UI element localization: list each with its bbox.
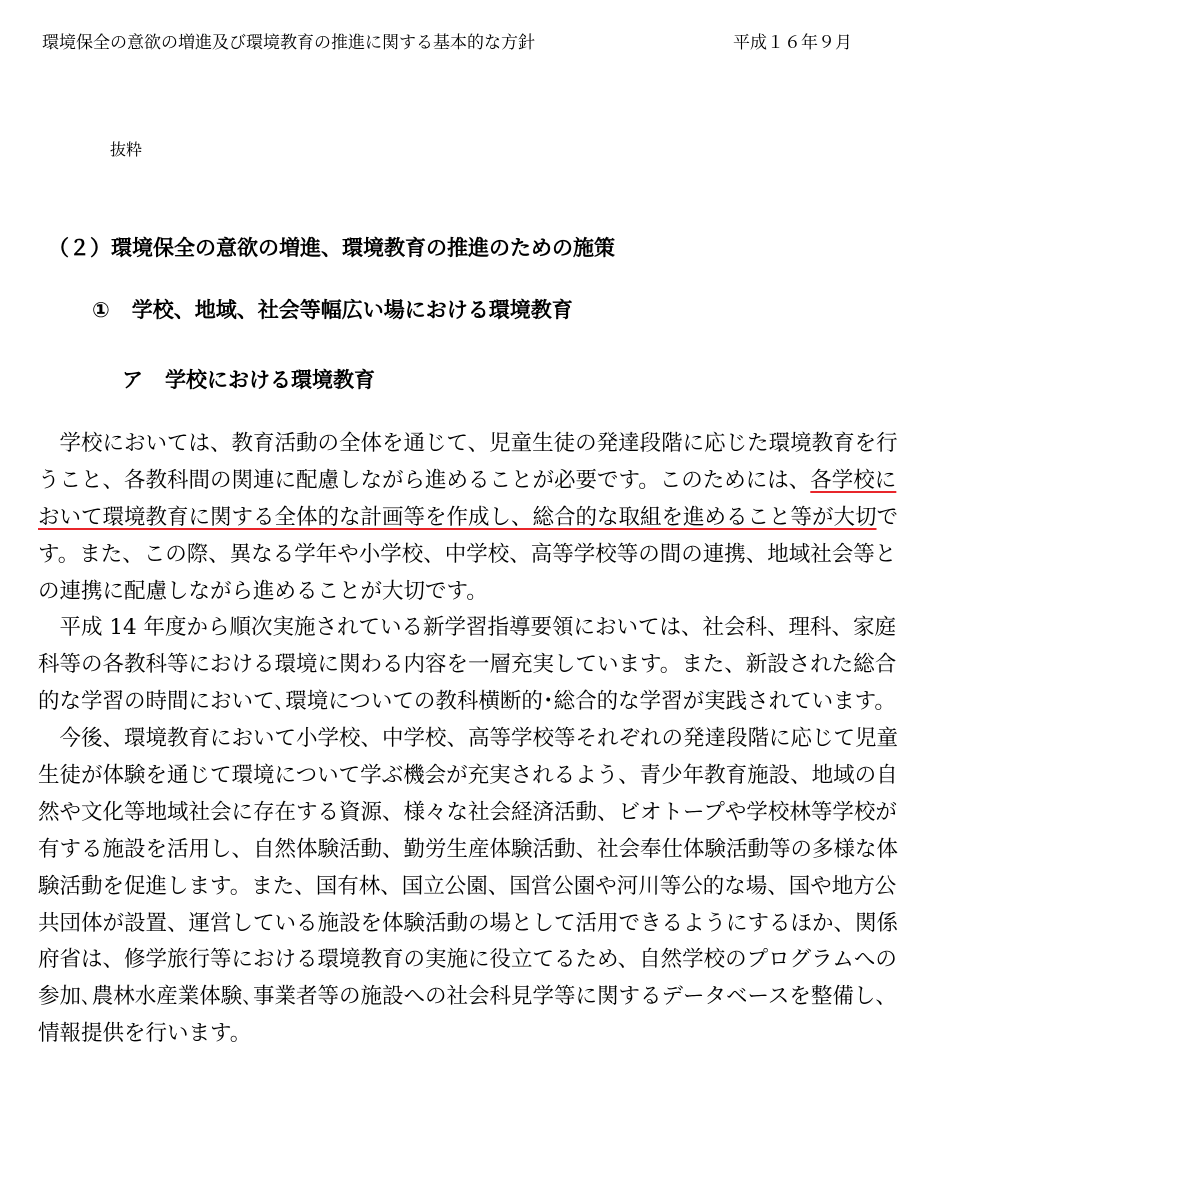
document-title: 環境保全の意欲の増進及び環境教育の推進に関する基本的な方針 [42,33,535,53]
subsection-heading [92,294,573,324]
subsection-title: 学校、地域、社会等幅広い場における環境教育 [131,298,573,322]
body-line: 科等の各教科等における環境に関わる内容を一層充実しています。また、新設された総合 [38,652,897,678]
body-text [38,426,1148,1053]
body-line: 平成 14 年度から順次実施されている新学習指導要領においては、社会科、理科、家庭 [38,615,897,641]
body-line: 生徒が体験を通じて環境について学ぶ機会が充実されるよう、青少年教育施設、地域の自 [38,763,898,789]
body-text-segment: で [876,504,899,530]
body-line: 府省は、修学旅行等における環境教育の実施に役立てるため、自然学校のプログラムへの [38,947,897,973]
underlined-text: おいて環境教育に関する全体的な計画等を作成し、総合的な取組を進めること等が大切 [38,504,877,530]
body-line: す。また、この際、異なる学年や小学校、中学校、高等学校等の間の連携、地域社会等と [38,541,897,567]
underlined-text: 各学校に [810,467,897,493]
body-line: 験活動を促進します。また、国有林、国立公園、国営公園や河川等公的な場、国や地方公 [38,873,897,899]
body-line [38,463,1148,500]
body-line [38,500,1148,537]
body-line: 有する施設を活用し、自然体験活動、勤労生産体験活動、社会奉仕体験活動等の多様な体 [38,836,899,862]
body-text-segment: うこと、各教科間の関連に配慮しながら進めることが必要です。このためには、 [38,467,811,493]
body-line: の連携に配慮しながら進めることが大切です。 [38,578,488,604]
subsubsection-number: ア [122,368,143,392]
body-line: 今後、環境教育において小学校、中学校、高等学校等それぞれの発達段階に応じて児童 [38,726,899,752]
subsection-number: ① [92,298,110,322]
excerpt-label: 抜粋 [110,140,143,159]
subsubsection-title: 学校における環境教育 [165,368,375,392]
subsubsection-heading [122,364,375,394]
body-line: 情報提供を行います。 [38,1021,252,1047]
body-line: 学校においては、教育活動の全体を通じて、児童生徒の発達段階に応じた環境教育を行 [38,431,898,456]
section-heading: （２）環境保全の意欲の増進、環境教育の推進のための施策 [48,236,615,260]
document-date: 平成１６年９月 [733,33,852,53]
body-line: 参加､農林水産業体験､事業者等の施設への社会科見学等に関するデータベースを整備し、 [38,984,897,1010]
body-line: 然や文化等地域社会に存在する資源、様々な社会経済活動、ビオトープや学校林等学校が [38,799,897,825]
body-line: 共団体が設置、運営している施設を体験活動の場として活用できるようにするほか、関係 [38,910,899,936]
body-line: 的な学習の時間において､環境についての教科横断的･総合的な学習が実践されています。 [38,689,896,715]
